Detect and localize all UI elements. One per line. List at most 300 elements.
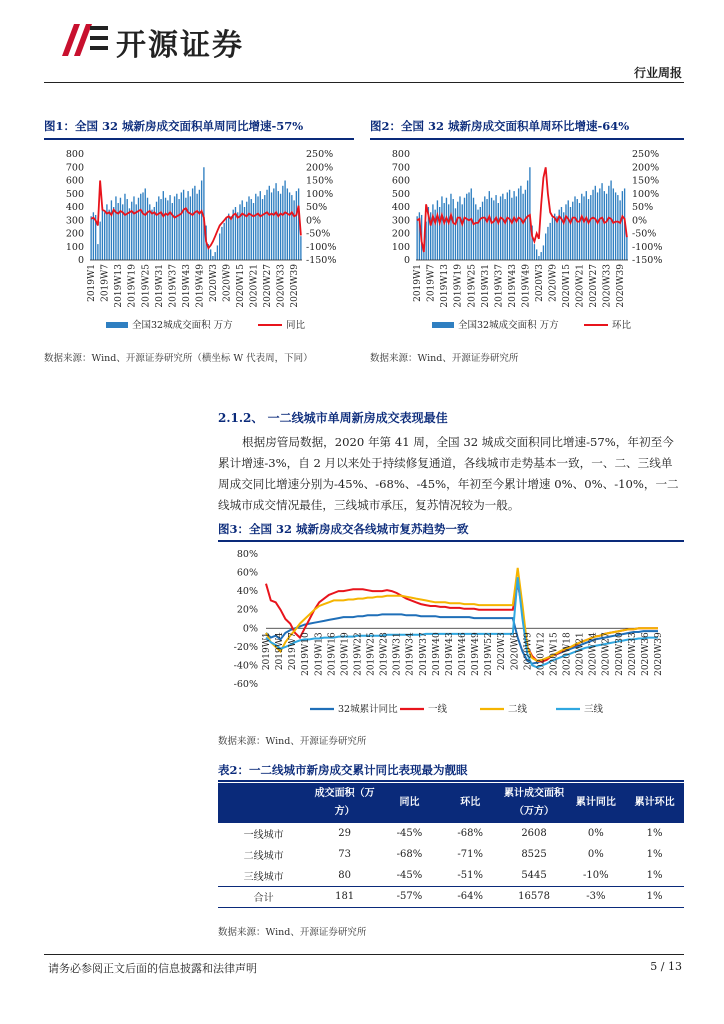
fig3-title-rule [218,540,684,542]
x-tick-label: 2019W25 [467,264,478,308]
bar [554,214,555,260]
x-tick-label: 2020W24 [588,632,599,676]
fig3-title: 图3：全国 32 城新房成交各线城市复苏趋势一致 [218,522,469,536]
bar [115,196,116,260]
bar [138,198,139,260]
bar [242,200,243,260]
bar [491,198,492,260]
bar [437,200,438,260]
table-cell: 一线城市 [243,830,284,841]
x-tick-label: 2019W7 [288,632,299,671]
bar [568,200,569,260]
x-tick-label: 2019W19 [340,632,351,676]
bar [251,199,252,260]
x-tick-label: 2019W13 [314,632,325,676]
x-tick-label: 2020W9 [548,264,559,302]
fig3-chart [218,544,684,724]
table-cell: 1% [646,849,663,860]
x-tick-label: 2020W33 [276,264,287,308]
table-cell: 80 [338,869,351,881]
table-cell: 三线城市 [243,871,284,883]
y-tick-label: 0 [77,255,84,266]
y2-tick-label: 150% [632,175,660,187]
bar [151,210,152,260]
bar [118,203,119,260]
bar [147,198,148,260]
table-cell: -45% [396,828,423,839]
y2-tick-label: 0% [306,215,322,227]
bar [264,195,265,260]
bar [500,196,501,260]
bar [120,198,121,260]
table-cell: -57% [380,886,439,907]
bar [608,186,609,260]
table-cell: 合计 [218,886,309,907]
x-tick-label: 2020W30 [614,632,625,676]
x-tick-label: 2019W31 [154,264,165,308]
y-tick-label: -40% [233,660,258,672]
section-title: 2.1.2、 一二线城市单周新房成交表现最佳 [218,411,448,425]
x-tick-label: 2020W15 [549,632,560,676]
fig2-chart [370,142,684,342]
bar [561,207,562,260]
y2-tick-label: 100% [632,188,660,200]
bar [90,216,91,260]
y2-tick-label: -50% [306,228,331,240]
bar [471,188,472,260]
table-row [218,865,684,886]
table2 [218,783,684,908]
x-tick-label: 2020W15 [235,264,246,308]
bar [606,194,607,260]
bar [183,190,184,260]
y-tick-label: 700 [65,162,84,174]
table-total-row [218,886,684,907]
x-tick-label: 2020W21 [249,264,260,308]
fig1-chart [44,142,356,342]
y-tick-label: 40% [236,586,258,598]
company-logo-icon [60,20,110,60]
x-tick-label: 2020W3 [497,632,508,671]
bar [228,214,229,260]
bar [626,236,627,260]
y2-tick-label: -50% [632,228,657,240]
x-tick-label: 2019W19 [453,264,464,308]
bar [577,199,578,260]
bar [248,196,249,260]
bar [513,191,514,260]
bar [453,199,454,260]
table-cell: -71% [457,849,484,860]
bar [113,207,114,260]
legend-label: 一线 [428,704,448,715]
x-tick-label: 2020W15 [561,264,572,308]
x-tick-label: 2019W37 [168,264,179,308]
x-tick-label: 2019W7 [426,264,437,302]
table-header-cell: 成交面积（万方） [309,783,380,823]
y2-tick-label: 200% [632,162,660,174]
bar [266,190,267,260]
x-tick-label: 2019W28 [379,632,390,676]
table-header-cell [218,783,309,823]
bar [529,167,530,260]
bar [196,194,197,260]
y-tick-label: 600 [65,175,84,187]
bar [230,216,231,260]
y2-tick-label: 100% [306,188,334,200]
y-tick-label: 400 [65,202,84,213]
table-cell: 1% [646,828,663,839]
x-tick-label: 2020W39 [654,632,664,676]
bar [97,244,98,260]
y2-tick-label: -100% [306,241,337,253]
bar [174,196,175,260]
bar [473,198,474,260]
table-cell: -68% [396,849,423,860]
bar [495,195,496,260]
bar [536,249,537,260]
bar [300,236,301,260]
x-tick-label: 2020W9 [222,264,233,302]
bar [296,191,297,260]
bar [140,194,141,260]
table-cell: 0% [587,849,604,860]
table-cell: 8525 [521,849,547,860]
bar [185,198,186,260]
fig2-title: 图2：全国 32 城新房成交面积单周环比增速-64% [370,119,630,133]
x-tick-label: 2019W43 [181,264,192,308]
bar [129,208,130,260]
bar [439,207,440,260]
bar [221,227,222,260]
bar [455,208,456,260]
bar [509,190,510,260]
y-tick-label: 0 [403,255,410,266]
bar [192,188,193,260]
table-cell: 1% [625,886,684,907]
x-tick-label: 2020W12 [536,632,547,676]
y2-tick-label: -100% [632,241,663,253]
bar [540,252,541,260]
bar [167,200,168,260]
x-tick-label: 2019W13 [114,264,125,308]
y-tick-label: 800 [65,149,84,160]
y-tick-label: 100 [391,241,410,253]
x-tick-label: 2019W19 [127,264,138,308]
y-tick-label: -60% [233,679,258,690]
x-tick-label: 2019W7 [100,264,111,302]
y-tick-label: 300 [391,215,410,227]
y2-tick-label: 50% [632,202,654,213]
legend-bar-swatch [106,322,128,328]
y2-tick-label: 200% [306,162,334,174]
bar [260,191,261,260]
bar [586,191,587,260]
table-cell: -64% [439,886,502,907]
x-tick-label: 2019W1 [87,264,98,302]
bar [507,192,508,260]
y2-tick-label: -150% [632,255,663,266]
bar [518,188,519,260]
x-tick-label: 2019W25 [366,632,377,676]
table-cell: -51% [457,869,484,881]
bar [169,195,170,260]
x-tick-label: 2020W39 [290,264,301,308]
bar [210,249,211,260]
bar [104,212,105,260]
header-divider [44,82,684,83]
section-paragraph: 根据房管局数据，2020 年第 41 周，全国 32 城成交面积同比增速-57%，年初至今累计增速-3%，自 2 月以来处于持续修复通道，各线城市走势基本一致，一、二、三线单周成交同比增速分别为-45%、-68%、-45%，年初至今累计增速 0%、0%、-10%，一二线城市成交情况最佳，三线城市承压，复苏情况较为一般。 [218,435,679,512]
fig2-source: 数据来源：Wind、开源证券研究所 [370,353,519,364]
fig1-title: 图1：全国 32 城新房成交面积单周同比增速-57% [44,119,304,133]
bar [124,194,125,260]
bar [527,181,528,261]
x-tick-label: 2019W37 [418,632,429,676]
y2-tick-label: 150% [306,175,334,187]
table-cell: 29 [338,828,351,839]
y2-tick-label: 250% [632,149,660,160]
bar [246,202,247,260]
bar [160,199,161,260]
footer-divider [44,954,684,955]
bar [287,188,288,260]
x-tick-label: 2019W52 [484,632,495,676]
bar [504,199,505,260]
x-tick-label: 2019W49 [521,264,532,308]
y-tick-label: 80% [236,549,258,560]
x-tick-label: 2019W16 [327,632,338,676]
bar [489,191,490,260]
table-header-cell: 累计成交面积（万方） [502,783,567,823]
bar [570,207,571,260]
bar [217,245,218,260]
x-tick-label: 2020W3 [208,264,219,302]
bar [201,181,202,261]
bar [516,196,517,260]
legend-label: 二线 [508,704,528,715]
x-tick-label: 2019W46 [458,632,468,676]
bar [293,200,294,260]
bar [547,227,548,260]
bar [158,196,159,260]
y-tick-label: 20% [236,604,258,616]
table-cell: -68% [457,828,484,839]
y-tick-label: 200 [65,228,84,240]
x-tick-label: 2019W4 [275,632,286,671]
x-tick-label: 2019W10 [301,632,312,676]
bar [298,188,299,260]
legend-bar-swatch [432,322,454,328]
bar [615,192,616,260]
bar [545,234,546,261]
legend-label: 32城累计同比 [338,704,398,715]
bar [462,204,463,260]
bar [271,192,272,260]
table-header-cell: 累计同比 [566,783,625,823]
bar [282,186,283,260]
y2-tick-label: -150% [306,255,337,266]
fig1-source: 数据来源：Wind、开源证券研究所（横坐标 W 代表周，下同） [44,353,313,364]
bar [257,196,258,260]
x-tick-label: 2019W40 [431,632,442,676]
bar [493,200,494,260]
table-cell: -10% [583,869,609,881]
bar [617,195,618,260]
bar [464,198,465,260]
y-tick-label: 700 [391,162,410,174]
bar [127,199,128,260]
bar [278,191,279,260]
bar [574,196,575,260]
bar [522,194,523,260]
table-header-cell: 同比 [380,783,439,823]
y-tick-label: 0% [242,623,258,635]
x-tick-label: 2020W6 [510,632,521,671]
bar [572,202,573,260]
bar [597,192,598,260]
bar [291,195,292,260]
bar [187,191,188,260]
x-tick-label: 2019W13 [440,264,451,308]
bar [622,191,623,260]
x-tick-label: 2019W1 [413,264,424,302]
bar [102,207,103,260]
bar [502,194,503,260]
bar [498,203,499,260]
bar [432,204,433,260]
bar [583,196,584,260]
report-type: 行业周报 [633,66,682,80]
y-tick-label: 800 [391,149,410,160]
y-tick-label: -20% [233,641,258,653]
bar [475,204,476,260]
bar [434,210,435,260]
bar [190,196,191,260]
bar [599,188,600,260]
table-cell: 73 [338,849,351,860]
table-cell: 1% [646,869,663,881]
y-tick-label: 300 [65,215,84,227]
y-tick-label: 200 [391,228,410,240]
bar [156,202,157,260]
x-tick-label: 2020W3 [534,264,545,302]
bar [441,196,442,260]
bar [165,198,166,260]
bar [448,204,449,260]
fig1-title-rule [44,138,354,140]
legend-label: 同比 [286,320,306,331]
bar [459,196,460,260]
bar [486,199,487,260]
x-tick-label: 2019W37 [494,264,505,308]
x-tick-label: 2020W33 [627,632,638,676]
table-cell: 16578 [502,886,567,907]
bar [525,190,526,260]
table2-title: 表2：一二线城市新房成交累计同比表现最为靓眼 [218,763,468,777]
bar [289,192,290,260]
legend-label: 全国32城成交面积 万方 [458,320,559,331]
bar [450,194,451,260]
bar [99,222,100,260]
x-tick-label: 2020W27 [601,632,612,676]
bar [477,210,478,260]
bar [214,252,215,260]
legend-label: 三线 [584,704,604,715]
bar [520,186,521,260]
bar [457,202,458,260]
bar [181,192,182,260]
bar [275,183,276,260]
bar [592,190,593,260]
bar [255,194,256,260]
table-row [218,844,684,865]
page-number: 5 / 13 [650,960,682,973]
bar [108,210,109,260]
bar [484,196,485,260]
y-tick-label: 400 [391,202,410,213]
bar [199,190,200,260]
bar [565,204,566,260]
y-tick-label: 100 [65,241,84,253]
table-cell: -45% [396,869,423,881]
bar [595,186,596,260]
bar [534,244,535,260]
x-tick-label: 2020W39 [616,264,627,308]
x-tick-label: 2019W34 [405,632,416,676]
x-tick-label: 2020W18 [562,632,573,676]
fig2-title-rule [370,138,684,140]
table-row [218,823,684,844]
y-tick-label: 500 [65,188,84,200]
bar [466,194,467,260]
x-tick-label: 2019W31 [480,264,491,308]
bar [224,223,225,260]
bar [262,199,263,260]
table-cell: -3% [566,886,625,907]
legend-label: 环比 [612,320,632,331]
bar [163,191,164,260]
table-header-cell: 累计环比 [625,783,684,823]
table-cell: 0% [587,828,604,839]
bar [172,203,173,260]
bar [273,188,274,260]
bar [468,192,469,260]
table2-title-rule [218,780,684,782]
bar [604,191,605,260]
bar [219,234,220,261]
x-tick-label: 2020W21 [575,264,586,308]
table-header-row [218,783,684,823]
x-tick-label: 2020W36 [640,632,651,676]
x-tick-label: 2019W1 [262,632,272,671]
x-tick-label: 2020W21 [575,632,586,676]
x-tick-label: 2019W22 [353,632,364,676]
x-tick-label: 2019W25 [141,264,152,308]
table-cell: 2608 [521,828,547,839]
bar [588,199,589,260]
bar [480,207,481,260]
bar [444,203,445,260]
bar [154,207,155,260]
bar [111,200,112,260]
bar [601,183,602,260]
bar [613,188,614,260]
bar [142,192,143,260]
table-header-cell: 环比 [439,783,502,823]
bar [194,186,195,260]
bar [590,195,591,260]
bar [226,218,227,260]
